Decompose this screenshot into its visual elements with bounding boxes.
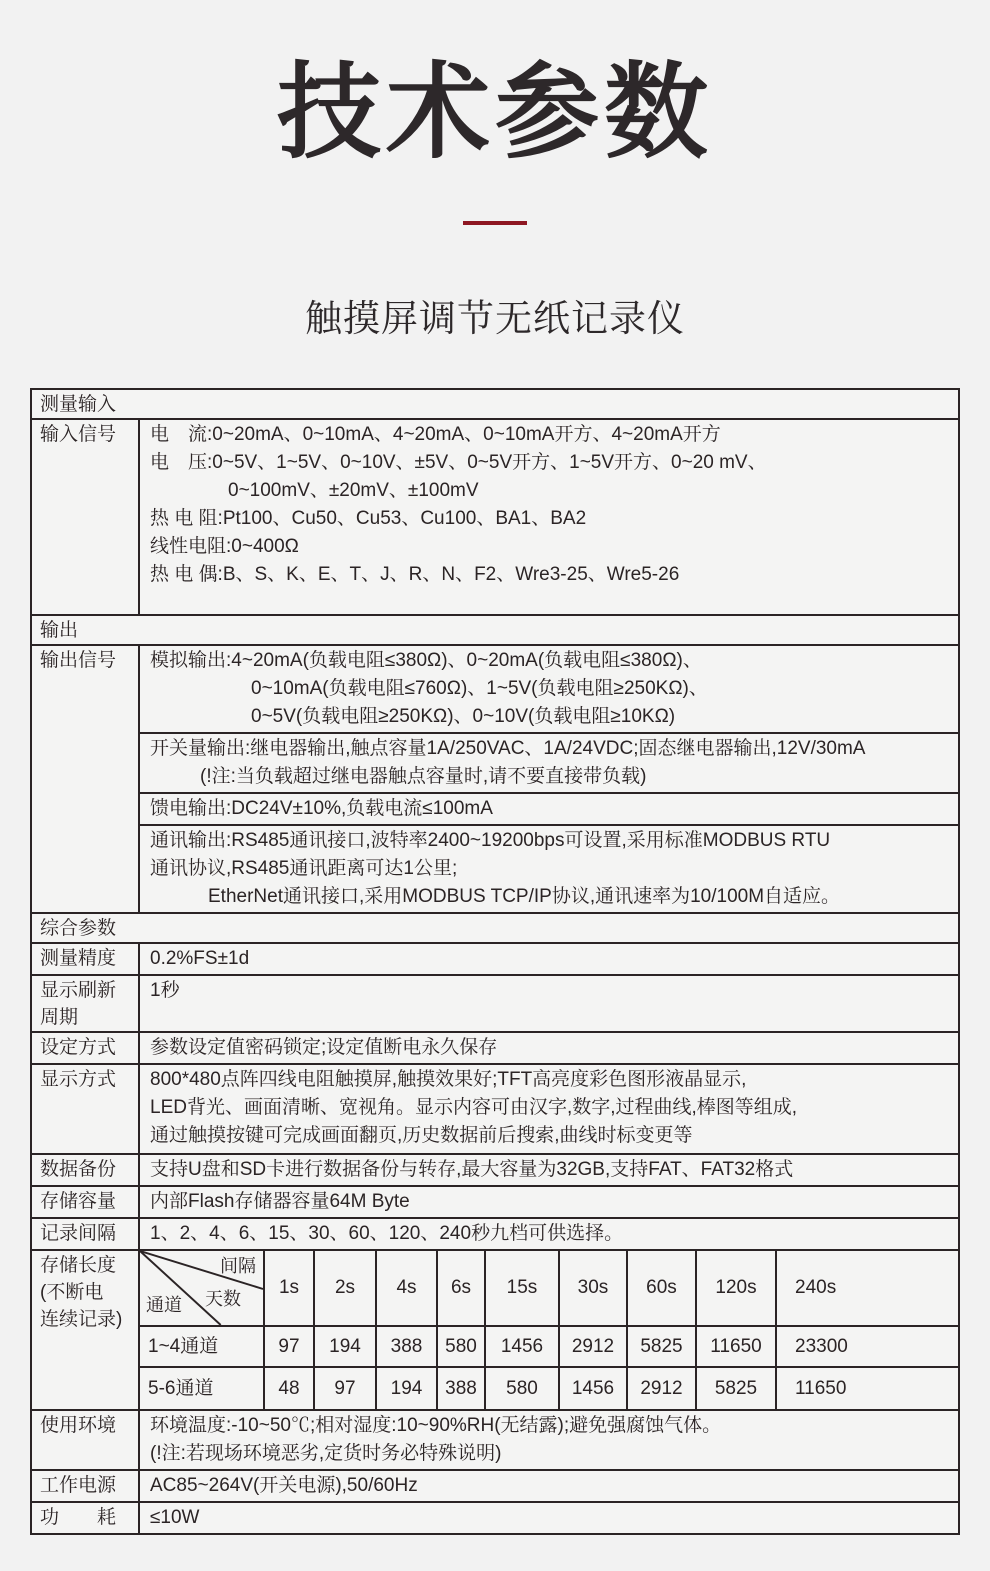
interval-header: 30s [560,1251,628,1327]
days-value: 5825 [697,1368,777,1409]
spec-table [30,388,960,1535]
days-value: 388 [438,1368,486,1409]
environment-label: 使用环境 [32,1411,140,1469]
row-refresh-cycle [32,974,958,1031]
input-linear-resistance-line: 线性电阻:0~400Ω [150,536,299,558]
days-value: 23300 [777,1327,958,1368]
switch-output-subrow [140,732,958,792]
display-method-line2: LED背光、画面清晰、宽视角。显示内容可由汉字,数字,过程曲线,棒图等组成, [150,1097,798,1119]
row-storage-length [32,1249,958,1409]
row-storage-capacity [32,1185,958,1217]
page-subtitle: 触摸屏调节无纸记录仪 [305,297,685,339]
interval-header: 60s [628,1251,697,1327]
row-record-interval [32,1217,958,1249]
environment-content [140,1411,958,1469]
output-signal-label: 输出信号 [32,646,140,912]
storage-diagonal-header-cell [140,1251,265,1327]
input-current-line: 电 流:0~20mA、0~10mA、4~20mA、0~10mA开方、4~20mA开方 [150,424,721,446]
channel-row-header: 1~4通道 [140,1327,265,1368]
interval-header: 4s [377,1251,438,1327]
display-method-line3: 通过触摸按键可完成画面翻页,历史数据前后搜索,曲线时标变更等 [150,1125,693,1147]
days-value: 2912 [560,1327,628,1368]
input-voltage-line: 电 压:0~5V、1~5V、0~10V、±5V、0~5V开方、1~5V开方、0~20 mV、 [150,452,767,474]
days-value: 2912 [628,1368,697,1409]
storage-capacity-value: 内部Flash存储器容量64M Byte [150,1191,410,1213]
interval-header: 1s [265,1251,315,1327]
row-setting-method [32,1031,958,1063]
days-value: 1456 [486,1327,560,1368]
data-backup-label: 数据备份 [32,1155,140,1185]
storage-length-label-line1: 存储长度 [40,1255,117,1277]
record-interval-value: 1、2、4、6、15、30、60、120、240秒九档可供选择。 [150,1223,624,1245]
input-signal-content [140,420,958,614]
row-environment [32,1409,958,1469]
analog-output-subrow [140,646,958,732]
interval-header: 240s [777,1251,958,1327]
days-value: 580 [486,1368,560,1409]
display-method-line1: 800*480点阵四线电阻触摸屏,触摸效果好;TFT高亮度彩色图形液晶显示, [150,1069,747,1091]
section-header-label: 综合参数 [40,918,117,940]
interval-header: 120s [697,1251,777,1327]
days-value: 97 [265,1327,315,1368]
interval-header: 15s [486,1251,560,1327]
days-value: 388 [377,1327,438,1368]
diagonal-header-channel: 通道 [146,1295,182,1316]
power-supply-label: 工作电源 [32,1471,140,1501]
storage-length-label-line2: (不断电 [40,1282,104,1304]
section-header-label: 测量输入 [40,394,117,416]
accuracy-label: 测量精度 [32,944,140,974]
row-accuracy [32,942,958,974]
output-signal-subrows [140,646,958,912]
section-header-label: 输出 [40,620,79,642]
setting-method-label: 设定方式 [32,1033,140,1063]
title-divider [463,221,527,225]
input-rtd-line: 热 电 阻:Pt100、Cu50、Cu53、Cu100、BA1、BA2 [150,508,587,530]
days-value: 580 [438,1327,486,1368]
diagonal-header-days: 天数 [205,1289,241,1310]
analog-output-line2: 0~10mA(负载电阻≤760Ω)、1~5V(负载电阻≥250KΩ)、 [251,678,708,700]
row-power-consumption [32,1501,958,1533]
environment-line2: (!注:若现场环境恶劣,定货时务必特殊说明) [150,1443,502,1465]
storage-length-table [140,1251,958,1409]
switch-output-note: (!注:当负载超过继电器触点容量时,请不要直接带负载) [200,766,647,788]
input-thermocouple-line: 热 电 偶:B、S、K、E、T、J、R、N、F2、Wre3-25、Wre5-26 [150,564,680,586]
refresh-cycle-value: 1秒 [150,980,180,1002]
interval-header: 6s [438,1251,486,1327]
row-input-signal [32,418,958,614]
setting-method-value: 参数设定值密码锁定;设定值断电永久保存 [150,1037,498,1059]
environment-line1: 环境温度:-10~50℃;相对湿度:10~90%RH(无结露);避免强腐蚀气体。 [150,1415,722,1437]
comm-output-line1: 通讯输出:RS485通讯接口,波特率2400~19200bps可设置,采用标准MODBUS RTU [150,830,831,852]
comm-output-line3: EtherNet通讯接口,采用MODBUS TCP/IP协议,通讯速率为10/100M自适应。 [208,886,841,908]
power-consumption-label: 功 耗 [32,1503,140,1533]
interval-header: 2s [315,1251,377,1327]
section-header-general [32,912,958,942]
power-supply-value: AC85~264V(开关电源),50/60Hz [150,1475,418,1497]
channel-row-header: 5-6通道 [140,1368,265,1409]
display-method-label: 显示方式 [32,1065,140,1153]
days-value: 48 [265,1368,315,1409]
display-method-content [140,1065,958,1153]
row-power-supply [32,1469,958,1501]
row-output-signal [32,644,958,912]
days-value: 11650 [795,1377,847,1399]
analog-output-line3: 0~5V(负载电阻≥250KΩ)、0~10V(负载电阻≥10KΩ) [251,706,676,728]
comm-output-line2: 通讯协议,RS485通讯距离可达1公里; [150,858,458,880]
analog-output-line1: 模拟输出:4~20mA(负载电阻≤380Ω)、0~20mA(负载电阻≤380Ω)、 [150,650,702,672]
switch-output-line1: 开关量输出:继电器输出,触点容量1A/250VAC、1A/24VDC;固态继电器输出,12V/30mA [150,738,866,760]
row-data-backup [32,1153,958,1185]
storage-length-label [32,1251,140,1409]
feed-output-line: 馈电输出:DC24V±10%,负载电流≤100mA [150,798,493,820]
section-header-output [32,614,958,644]
refresh-cycle-label: 显示刷新周期 [32,976,140,1031]
page-title: 技术参数 [276,55,713,171]
days-value: 11650 [697,1327,777,1368]
section-header-measure-input [32,390,958,418]
feed-output-subrow [140,792,958,824]
record-interval-label: 记录间隔 [32,1219,140,1249]
power-consumption-value: ≤10W [150,1507,200,1529]
comm-output-subrow [140,824,958,912]
input-signal-label: 输入信号 [32,420,140,614]
days-value: 194 [377,1368,438,1409]
input-voltage-line2: 0~100mV、±20mV、±100mV [228,480,479,502]
row-display-method [32,1063,958,1153]
days-value: 1456 [560,1368,628,1409]
storage-capacity-label: 存储容量 [32,1187,140,1217]
storage-length-label-line3: 连续记录) [40,1309,123,1331]
days-value: 194 [315,1327,377,1368]
data-backup-value: 支持U盘和SD卡进行数据备份与转存,最大容量为32GB,支持FAT、FAT32格式 [150,1159,794,1181]
diagonal-header-interval: 间隔 [220,1256,256,1277]
accuracy-value: 0.2%FS±1d [150,948,250,970]
days-value: 5825 [628,1327,697,1368]
days-value: 97 [315,1368,377,1409]
